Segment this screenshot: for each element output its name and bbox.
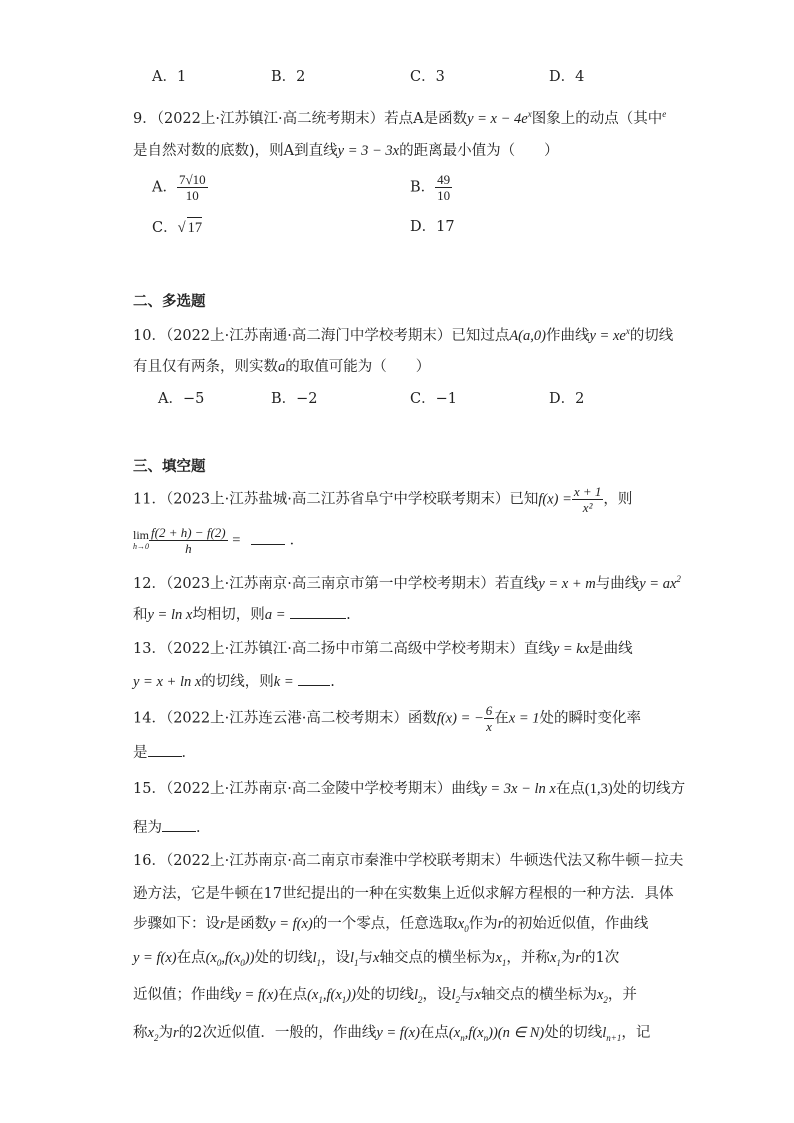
- q14-end: ．: [181, 745, 196, 761]
- q16-text: 轴交点的横坐标为: [480, 987, 597, 1003]
- q11-function-name: f(x) =: [538, 491, 572, 508]
- q11-prefix: 11．（2023上·江苏盐城·高二江苏省阜宁中学校联考期末）已知: [133, 491, 539, 508]
- q11-suffix: ，则: [603, 491, 633, 508]
- q14-prefix: 14．（2022上·江苏连云港·高二校考期末）函数: [133, 710, 437, 727]
- q16-text: 在点: [176, 950, 206, 966]
- q13-answer-blank[interactable]: [298, 671, 330, 686]
- q12-answer-blank[interactable]: [290, 604, 346, 619]
- q13-prefix: 13．（2022上·江苏镇江·高二扬中市第二高级中学校考期末）直线: [133, 641, 553, 657]
- q16-function: y = f(x): [133, 950, 177, 966]
- q9-line-1: [133, 104, 666, 129]
- q16-l1: $l_1$: [312, 950, 321, 968]
- q16-l2: $l_2$: [451, 987, 461, 1005]
- q16-text: 在点: [278, 987, 308, 1003]
- q16-text: ，记: [621, 1025, 651, 1041]
- q14-line-2: [133, 742, 196, 763]
- q16-x1: $x_1$: [495, 950, 507, 968]
- q16-text: 与: [358, 950, 374, 966]
- q11-end: ．: [289, 532, 305, 549]
- q16-text: 与: [460, 987, 475, 1003]
- q16-r: r: [172, 1025, 179, 1041]
- q9-option-b-fraction: $\frac{49}{10}$: [437, 172, 451, 203]
- q10-option-b[interactable]: B．−2: [271, 391, 318, 407]
- q12-line-1: [133, 569, 681, 594]
- q16-text: 是函数: [225, 916, 270, 932]
- q16-text: 称: [133, 1025, 148, 1041]
- q14-point: x = 1: [508, 710, 540, 727]
- q9-option-c[interactable]: [152, 217, 202, 238]
- q9-option-a[interactable]: [152, 172, 208, 203]
- q14-function-fraction: $\frac{6}{x}$: [485, 703, 493, 734]
- section-title-fill-blank: 三、填空题: [133, 459, 206, 475]
- q16-l1: $l_1$: [349, 950, 359, 968]
- q16-text: 的一个零点，任意选取: [312, 916, 458, 932]
- q16-text: 的初始近似值，作曲线: [503, 916, 649, 932]
- q14-is: 是: [133, 745, 148, 761]
- q16-x1: $x_1$: [549, 950, 561, 968]
- q13-line-2: [133, 671, 335, 692]
- q12-variable: a =: [264, 607, 286, 623]
- q16-r: r: [497, 916, 504, 932]
- section-title-multi-choice: 二、多选题: [133, 294, 206, 310]
- q8-option-d[interactable]: D．4: [549, 69, 585, 85]
- q11-equals: =: [232, 532, 241, 549]
- q14-suffix: 处的瞬时变化率: [539, 710, 642, 727]
- q10-text: 有且仅有两条，则实数: [133, 359, 278, 375]
- q16-point-xn: $(x_n,f(x_n))(n$ ∈ N): [448, 1025, 545, 1043]
- q16-x2: $x_2$: [596, 987, 608, 1005]
- q9-option-b-label: B．: [410, 179, 436, 196]
- q16-function: y = f(x): [234, 987, 279, 1003]
- q16-x-axis: x: [373, 950, 380, 966]
- q10-option-a[interactable]: A．−5: [158, 391, 205, 407]
- q9-mid: 图象上的动点（其中: [531, 110, 663, 127]
- q9-function: $y = x - 4e^x$: [467, 109, 532, 127]
- q12-and: 和: [133, 607, 148, 623]
- q8-option-a[interactable]: A．1: [152, 69, 187, 85]
- q15-point: (1,3): [584, 781, 613, 797]
- q11-line-1: [133, 484, 632, 515]
- q13-variable: k =: [273, 674, 294, 690]
- q11-line-2: [133, 525, 304, 556]
- q8-option-b[interactable]: B．2: [271, 69, 306, 85]
- q16-text: 处的切线: [254, 950, 313, 966]
- q16-text: ，并称: [506, 950, 550, 966]
- q14-function-name: f(x) = −: [436, 710, 484, 727]
- q12-line-equation: y = x + m: [538, 575, 596, 592]
- q12-text: 均相切，则: [192, 607, 265, 623]
- q12-end: .: [346, 607, 351, 623]
- q16-text: 处的切线: [355, 987, 414, 1003]
- q16-line-6: [133, 1023, 650, 1048]
- q16-x0: $x_0$: [457, 916, 469, 934]
- q16-line-2: 逊方法，它是牛顿在17世纪提出的一种在实数集上近似求解方程根的一种方法．具体: [133, 886, 674, 902]
- q16-r: r: [575, 950, 581, 966]
- q16-x2: $x_2$: [147, 1025, 159, 1043]
- q16-text: 的1次: [580, 950, 620, 966]
- q16-ln1: $l_{n+1}$: [602, 1025, 622, 1043]
- q10-curve: $y = xe^x$: [589, 326, 630, 344]
- q9-question: 的距离最小值为（ ）: [399, 143, 559, 159]
- q9-option-b[interactable]: [410, 172, 452, 203]
- q15-line-2: [133, 817, 211, 838]
- q15-end: ．: [196, 820, 211, 836]
- q9-prefix: 9．（2022上·江苏镇江·高二统考期末）若点A是函数: [133, 110, 468, 127]
- q9-text: 是自然对数的底数)，则A到直线: [133, 143, 338, 159]
- q16-text: 的2次近似值．一般的，作曲线: [178, 1025, 377, 1041]
- q13-line-1: [133, 639, 633, 659]
- q16-function: y = f(x): [269, 916, 313, 932]
- q16-text: 步骤如下：设: [133, 916, 220, 932]
- q9-option-a-label: A．: [152, 179, 177, 196]
- q16-line-5: [133, 985, 637, 1010]
- q13-line-equation: y = kx: [552, 641, 590, 657]
- q16-text: 处的切线: [544, 1025, 603, 1041]
- q12-mid: 与曲线: [595, 575, 640, 592]
- q10-point: A(a,0): [509, 327, 546, 344]
- q16-text: ，并: [607, 987, 637, 1003]
- q9-option-c-label: C．: [152, 220, 178, 236]
- q16-point-x1: $(x_1,f(x_1))$: [307, 987, 356, 1005]
- q14-mid: 在: [494, 710, 509, 727]
- q16-text: ，设: [422, 987, 452, 1003]
- q9-e-symbol: e: [662, 109, 667, 119]
- q16-text: 轴交点的横坐标为: [379, 950, 496, 966]
- q16-text: 作为: [468, 916, 498, 932]
- q11-limit-fraction: $\frac{f(2 + h) - f(2)}{h}$: [151, 525, 226, 556]
- q11-limit: lim h→0: [133, 527, 150, 551]
- q16-r: r: [220, 916, 226, 932]
- q13-mid: 是曲线: [589, 641, 633, 657]
- q16-point-x0: $(x_0,f(x_0))$: [205, 950, 255, 968]
- q16-l2: $l_2$: [413, 987, 423, 1005]
- q16-x-axis: x: [474, 987, 481, 1003]
- q16-text: 为: [560, 950, 576, 966]
- q15-text: 程为: [133, 820, 162, 836]
- q15-answer-blank[interactable]: [162, 817, 196, 832]
- q11-answer-blank[interactable]: [251, 530, 285, 545]
- q14-line-1: [133, 703, 641, 734]
- q12-curve-2: y = ln x: [147, 607, 193, 623]
- q15-mid: 在点: [555, 781, 585, 797]
- q16-line-3: [133, 914, 648, 939]
- q10-option-d[interactable]: D．2: [549, 391, 585, 407]
- q9-option-d[interactable]: D．17: [410, 219, 455, 235]
- q9-line-2: [133, 141, 559, 161]
- q15-line-1: [133, 779, 685, 799]
- q9-option-a-fraction: $\frac{7√10}{10}$: [178, 172, 206, 203]
- q10-variable: a: [278, 359, 286, 375]
- q16-text: 为: [158, 1025, 173, 1041]
- q13-text: 的切线，则: [201, 674, 274, 690]
- q10-line-1: [133, 321, 673, 346]
- q16-line-4: [133, 948, 619, 973]
- q10-mid: 作曲线: [545, 327, 590, 344]
- q10-suffix: 的切线: [629, 327, 674, 344]
- q12-prefix: 12．（2023上·江苏南京·高三南京市第一中学校考期末）若直线: [133, 575, 539, 592]
- q10-option-c[interactable]: C．−1: [410, 391, 457, 407]
- q12-curve: $y = ax^2$: [639, 574, 681, 592]
- sqrt-icon: √: [177, 220, 186, 236]
- q16-text: 近似值；作曲线: [133, 987, 235, 1003]
- q12-line-2: [133, 604, 351, 625]
- q15-curve: y = 3x − ln x: [480, 781, 556, 797]
- q11-function-fraction: $\frac{x + 1}{\text{x²}}$: [573, 484, 602, 515]
- q10-line-2: [133, 357, 430, 377]
- q9-line-equation: y = 3 − 3x: [337, 143, 400, 159]
- q16-function: y = f(x): [376, 1025, 420, 1041]
- q13-curve: y = x + ln x: [133, 674, 202, 690]
- q15-prefix: 15．（2022上·江苏南京·高二金陵中学校考期末）曲线: [133, 781, 481, 797]
- q8-option-c[interactable]: C．3: [410, 69, 445, 85]
- q16-line-1: 16．（2022上·江苏南京·高二南京市秦淮中学校联考期末）牛顿迭代法又称牛顿－拉夫: [133, 853, 684, 869]
- q16-text: ，设: [320, 950, 350, 966]
- q10-prefix: 10．（2022上·江苏南通·高二海门中学校考期末）已知过点: [133, 327, 510, 344]
- q14-answer-blank[interactable]: [148, 742, 182, 757]
- q9-option-c-value: 17: [187, 217, 203, 238]
- q10-question: 的取值可能为（ ）: [285, 359, 431, 375]
- q15-suffix: 处的切线方: [612, 781, 686, 797]
- q13-end: .: [330, 674, 335, 690]
- q16-text: 在点: [419, 1025, 449, 1041]
